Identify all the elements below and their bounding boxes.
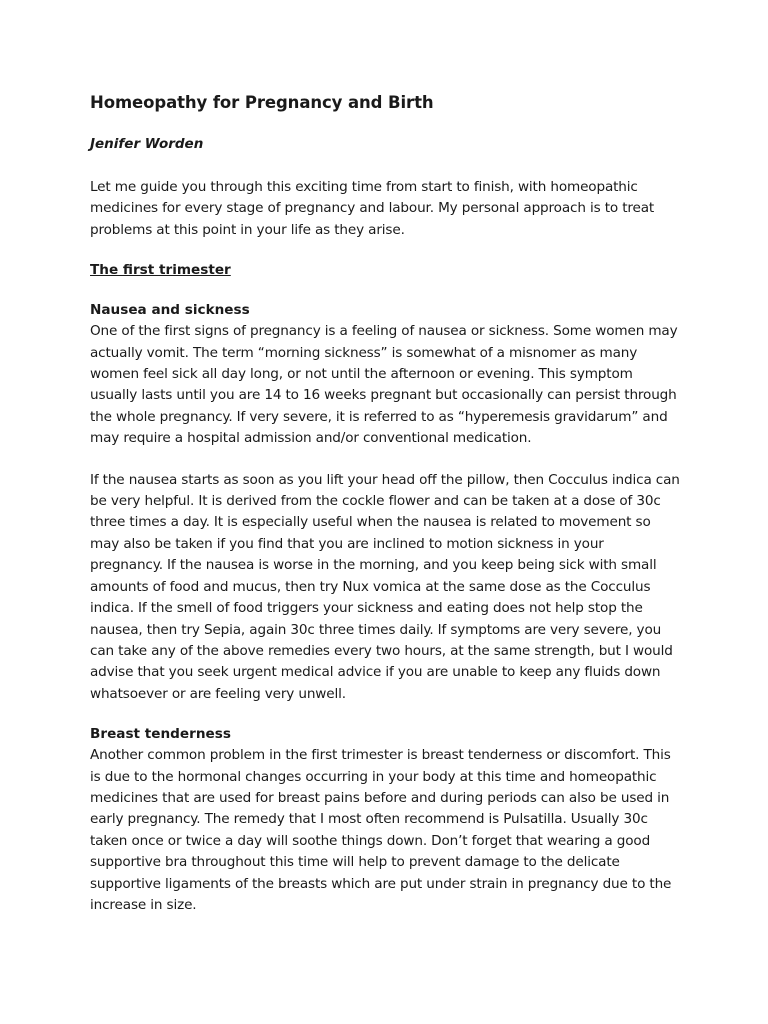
- subheading-nausea: Nausea and sickness: [90, 302, 250, 319]
- document-title: Homeopathy for Pregnancy and Birth: [90, 93, 434, 112]
- nausea-paragraph-1: One of the first signs of pregnancy is a feeling of nausea or sickness. Some women may actually vomit. The term “morning sickness” is somewhat of a misnomer as many women feel sick all day long, or not until the afternoon or evening. This symptom usually lasts until you are 14 to 16 weeks pregnant but occasionally can persist through the whole pregnancy. If very severe, it is referred to as “hyperemesis gravidarum” and may require a hospital admission and/or conventional medication.: [90, 323, 678, 447]
- breast-tenderness-paragraph: Another common problem in the first trimester is breast tenderness or discomfort. This is due to the hormonal changes occurring in your body at this time and homeopathic medicines that are used for breast pains before and during periods can also be used in early pregnancy. The remedy that I most often recommend is Pulsatilla. Usually 30c taken once or twice a day will soothe things down. Don’t forget that wearing a good supportive bra throughout this time will help to prevent damage to the delicate supportive ligaments of the breasts which are put under strain in pregnancy due to the increase in size.: [90, 747, 672, 913]
- nausea-paragraph-2: If the nausea starts as soon as you lift your head off the pillow, then Cocculus indica can be very helpful. It is derived from the cockle flower and can be taken at a dose of 30c three times a day. It is especially useful when the nausea is related to movement so may also be taken if you find that you are inclined to motion sickness in your pregnancy. If the nausea is worse in the morning, and you keep being sick with small amounts of food and mucus, then try Nux vomica at the same dose as the Cocculus indica. If the smell of food triggers your sickness and eating does not help stop the nausea, then try Sepia, again 30c three times daily. If symptoms are very severe, you can take any of the above remedies every two hours, at the same strength, but I would advise that you seek urgent medical advice if you are unable to keep any fluids down whatsoever or are feeling very unwell.: [90, 471, 680, 702]
- section-heading-first-trimester: The first trimester: [90, 262, 231, 279]
- subheading-breast-tenderness: Breast tenderness: [90, 726, 231, 743]
- author-name: Jenifer Worden: [90, 136, 204, 152]
- intro-paragraph: Let me guide you through this exciting time from start to finish, with homeopathic medicines for every stage of pregnancy and labour. My personal approach is to treat problems at this point in your life as they arise.: [90, 179, 655, 238]
